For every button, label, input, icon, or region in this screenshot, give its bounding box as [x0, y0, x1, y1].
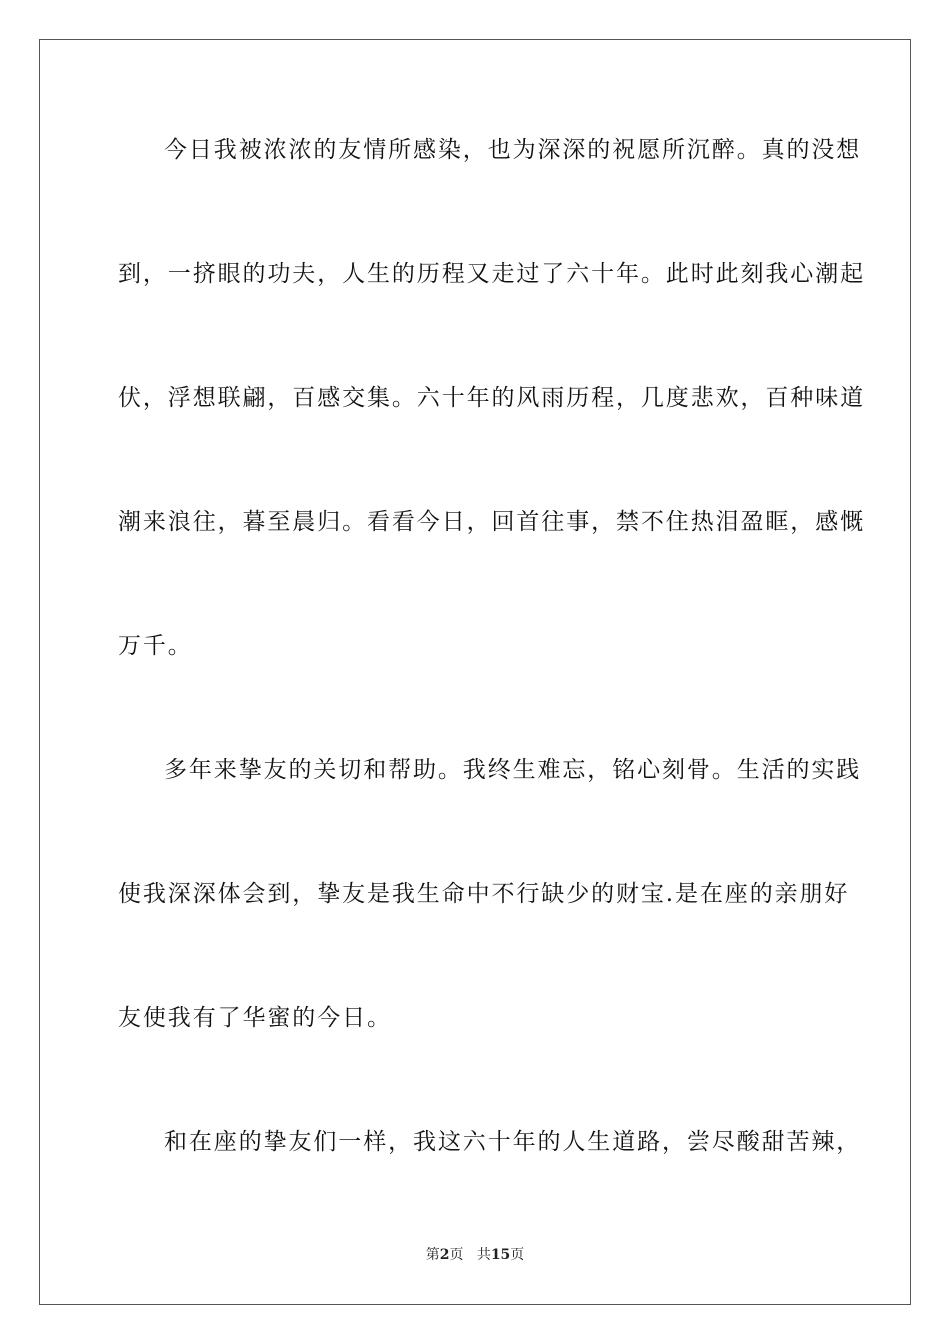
footer-total-prefix: 共	[476, 1247, 491, 1263]
footer-page-unit: 页	[449, 1247, 464, 1263]
paragraph-2-line-1: 多年来挚友的关切和帮助。我终生难忘，铭心刻骨。生活的实践	[164, 757, 862, 783]
page-frame	[39, 39, 911, 1305]
current-page-number: 2	[439, 1247, 450, 1263]
paragraph-1-line-1: 今日我被浓浓的友情所感染，也为深深的祝愿所沉醉。真的没想	[164, 137, 862, 163]
footer-prefix: 第	[425, 1247, 440, 1263]
paragraph-1-line-5: 万千。	[118, 633, 193, 659]
paragraph-1-line-4: 潮来浪往，暮至晨归。看看今日，回首往事，禁不住热泪盈眶，感慨	[118, 509, 865, 535]
paragraph-2-line-3: 友使我有了华蜜的今日。	[118, 1005, 392, 1031]
paragraph-2-line-2: 使我深深体会到，挚友是我生命中不行缺少的财宝.是在座的亲朋好	[118, 881, 850, 907]
page-footer	[0, 1246, 950, 1264]
total-page-count: 15	[490, 1247, 511, 1263]
footer-total-unit: 页	[510, 1247, 525, 1263]
paragraph-1-line-3: 伏，浮想联翩，百感交集。六十年的风雨历程，几度悲欢，百种味道	[118, 385, 865, 411]
paragraph-1-line-2: 到，一挤眼的功夫，人生的历程又走过了六十年。此时此刻我心潮起	[118, 261, 865, 287]
paragraph-3-line-1: 和在座的挚友们一样，我这六十年的人生道路，尝尽酸甜苦辣，	[164, 1129, 862, 1155]
